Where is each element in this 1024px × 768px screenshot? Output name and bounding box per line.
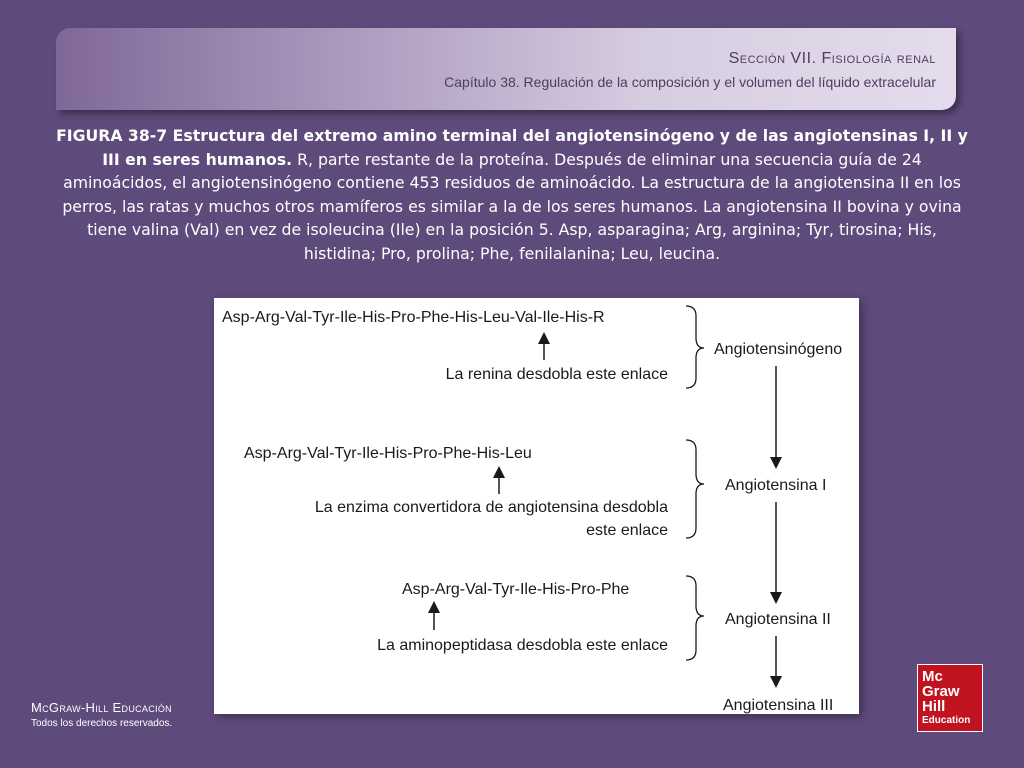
logo-line-1: Mc xyxy=(922,668,943,685)
section-title: Sección VII. Fisiología renal xyxy=(728,50,936,67)
stage-angiotensin-ii: Angiotensina II xyxy=(725,611,831,628)
ace-note-line1: La enzima convertidora de angiotensina desdobla xyxy=(314,499,668,516)
figure-caption xyxy=(56,124,968,265)
publisher-name: McGraw-Hill Educación xyxy=(31,700,172,715)
sequence-angiotensin-i: Asp-Arg-Val-Tyr-Ile-His-Pro-Phe-His-Leu xyxy=(244,445,532,462)
ace-note-line2: este enlace xyxy=(586,522,668,539)
sequence-angiotensin-ii: Asp-Arg-Val-Tyr-Ile-His-Pro-Phe xyxy=(402,581,630,598)
caption-body: R, parte restante de la proteína. Después de eliminar una secuencia guía de 24 aminoácidos, el angiotensinógeno contiene 453 residuos de aminoácido. La estructura de la angiotensina II en los perros, las ratas y muchos otros mamíferos es similar a la de los seres humanos. La angiotensina II bovina y ovina tiene valina (Val) en vez de isoleucina (Ile) en la posición 5. Asp, asparagina; Arg, arginina; Tyr, tirosina; His, histidina; Pro, prolina; Phe, fenilalanina; Leu, leucina. xyxy=(62,149,962,263)
mcgraw-hill-logo xyxy=(917,664,983,732)
sequence-angiotensinogen: Asp-Arg-Val-Tyr-Ile-His-Pro-Phe-His-Leu-Val-Ile-His-R xyxy=(222,309,605,326)
logo-line-3: Hill xyxy=(922,698,946,715)
aminopeptidase-note: La aminopeptidasa desdobla este enlace xyxy=(377,637,668,654)
diagram-canvas xyxy=(214,298,859,714)
rights-notice: Todos los derechos reservados. xyxy=(31,718,173,729)
brace-angiotensin-ii xyxy=(686,576,704,660)
angiotensin-diagram xyxy=(214,298,859,714)
caption-heading: FIGURA 38-7 Estructura del extremo amino terminal del angiotensinógeno y de las angiotensinas I, II y III en seres humanos. xyxy=(56,126,968,169)
brace-angiotensin-i xyxy=(686,440,704,538)
chapter-title: Capítulo 38. Regulación de la composición y el volumen del líquido extracelular xyxy=(444,74,936,90)
brace-angiotensinogen xyxy=(686,306,704,388)
stage-angiotensin-iii: Angiotensina III xyxy=(723,697,834,714)
stage-angiotensinogen: Angiotensinógeno xyxy=(714,341,843,358)
logo-line-4: Education xyxy=(922,715,971,726)
stage-angiotensin-i: Angiotensina I xyxy=(725,477,827,494)
renin-note: La renina desdobla este enlace xyxy=(445,366,668,383)
header-banner xyxy=(56,28,956,110)
logo-line-2: Graw xyxy=(922,683,960,700)
